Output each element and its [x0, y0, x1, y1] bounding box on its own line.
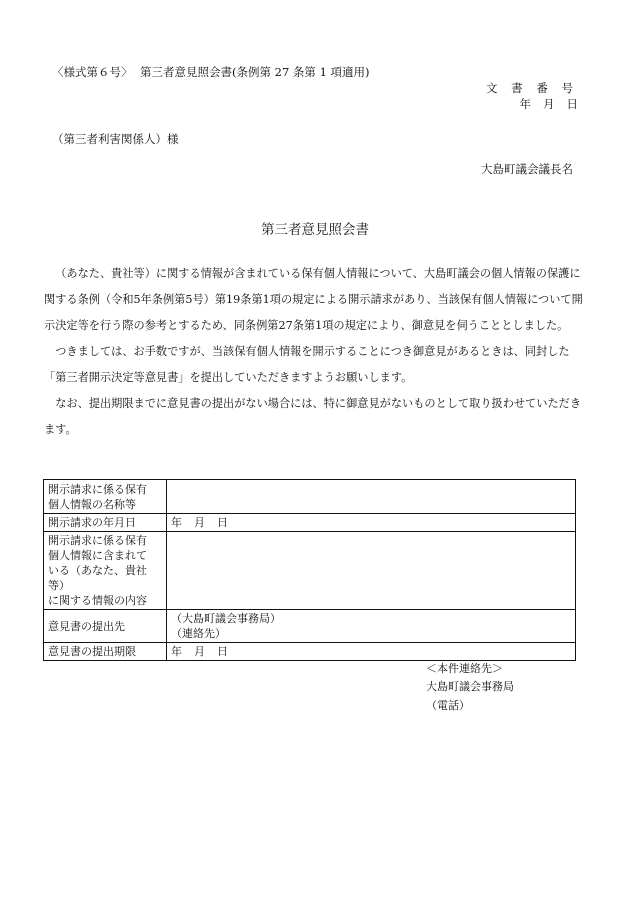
table-row — [44, 610, 576, 643]
contact-office: 大島町議会事務局 — [426, 680, 514, 693]
date-year: 年 — [519, 97, 531, 111]
document-title: 第三者意見照会書 — [261, 222, 369, 238]
row-label-deadline: 意見書の提出期限 — [44, 643, 167, 661]
row-label-info-name: 開示請求に係る保有 個人情報の名称等 — [44, 480, 167, 514]
table-row — [44, 480, 576, 514]
document-number: 文 書 番 号 — [486, 81, 578, 95]
table-row — [44, 514, 576, 532]
sender: 大島町議会議長名 — [481, 162, 573, 176]
form-number: 〈様式第６号〉 — [52, 65, 133, 79]
row-label-request-date: 開示請求の年月日 — [44, 514, 167, 532]
row-label-submission-address: 意見書の提出先 — [44, 610, 167, 643]
row-value-info-name — [167, 480, 576, 514]
contact-heading: ＜本件連絡先＞ — [426, 662, 503, 675]
table-row — [44, 643, 576, 661]
paragraph-1: （あなた、貴社等）に関する情報が含まれている保有個人情報について、大島町議会の個人情報の保護に関する条例（令和5年条例第5号）第19条第1項の規定による開示請求があり、当該保有個人情報について開示決定等を行う際の参考とするため、同条例第27条第1項の規定により、御意見を伺うこととしました。 — [44, 267, 583, 332]
table-row — [44, 532, 576, 610]
body-text — [44, 261, 584, 443]
row-value-info-content — [167, 532, 576, 610]
date-day: 日 — [566, 97, 578, 111]
issue-date — [520, 96, 579, 112]
paragraph-3: なお、提出期限までに意見書の提出がない場合には、特に御意見がないものとして取り扱わせていただきます。 — [44, 397, 582, 436]
contact-phone: （電話） — [426, 699, 470, 712]
row-label-info-content: 開示請求に係る保有 個人情報に含まれて いる（あなた、貴社等） に関する情報の内容 — [44, 532, 167, 610]
form-title: 第三者意見照会書(条例第 27 条第 1 項適用) — [140, 65, 370, 79]
row-value-submission-address: （大島町議会事務局） （連絡先） — [167, 610, 576, 643]
row-value-deadline: 年 月 日 — [167, 643, 576, 661]
date-month: 月 — [543, 97, 555, 111]
addressee: （第三者利害関係人）様 — [52, 132, 179, 146]
row-value-request-date: 年 月 日 — [167, 514, 576, 532]
info-table — [43, 479, 576, 661]
paragraph-2: つきましては、お手数ですが、当該保有個人情報を開示することにつき御意見があるときは、同封した「第三者開示決定等意見書」を提出していただきますようお願いします。 — [44, 345, 570, 384]
